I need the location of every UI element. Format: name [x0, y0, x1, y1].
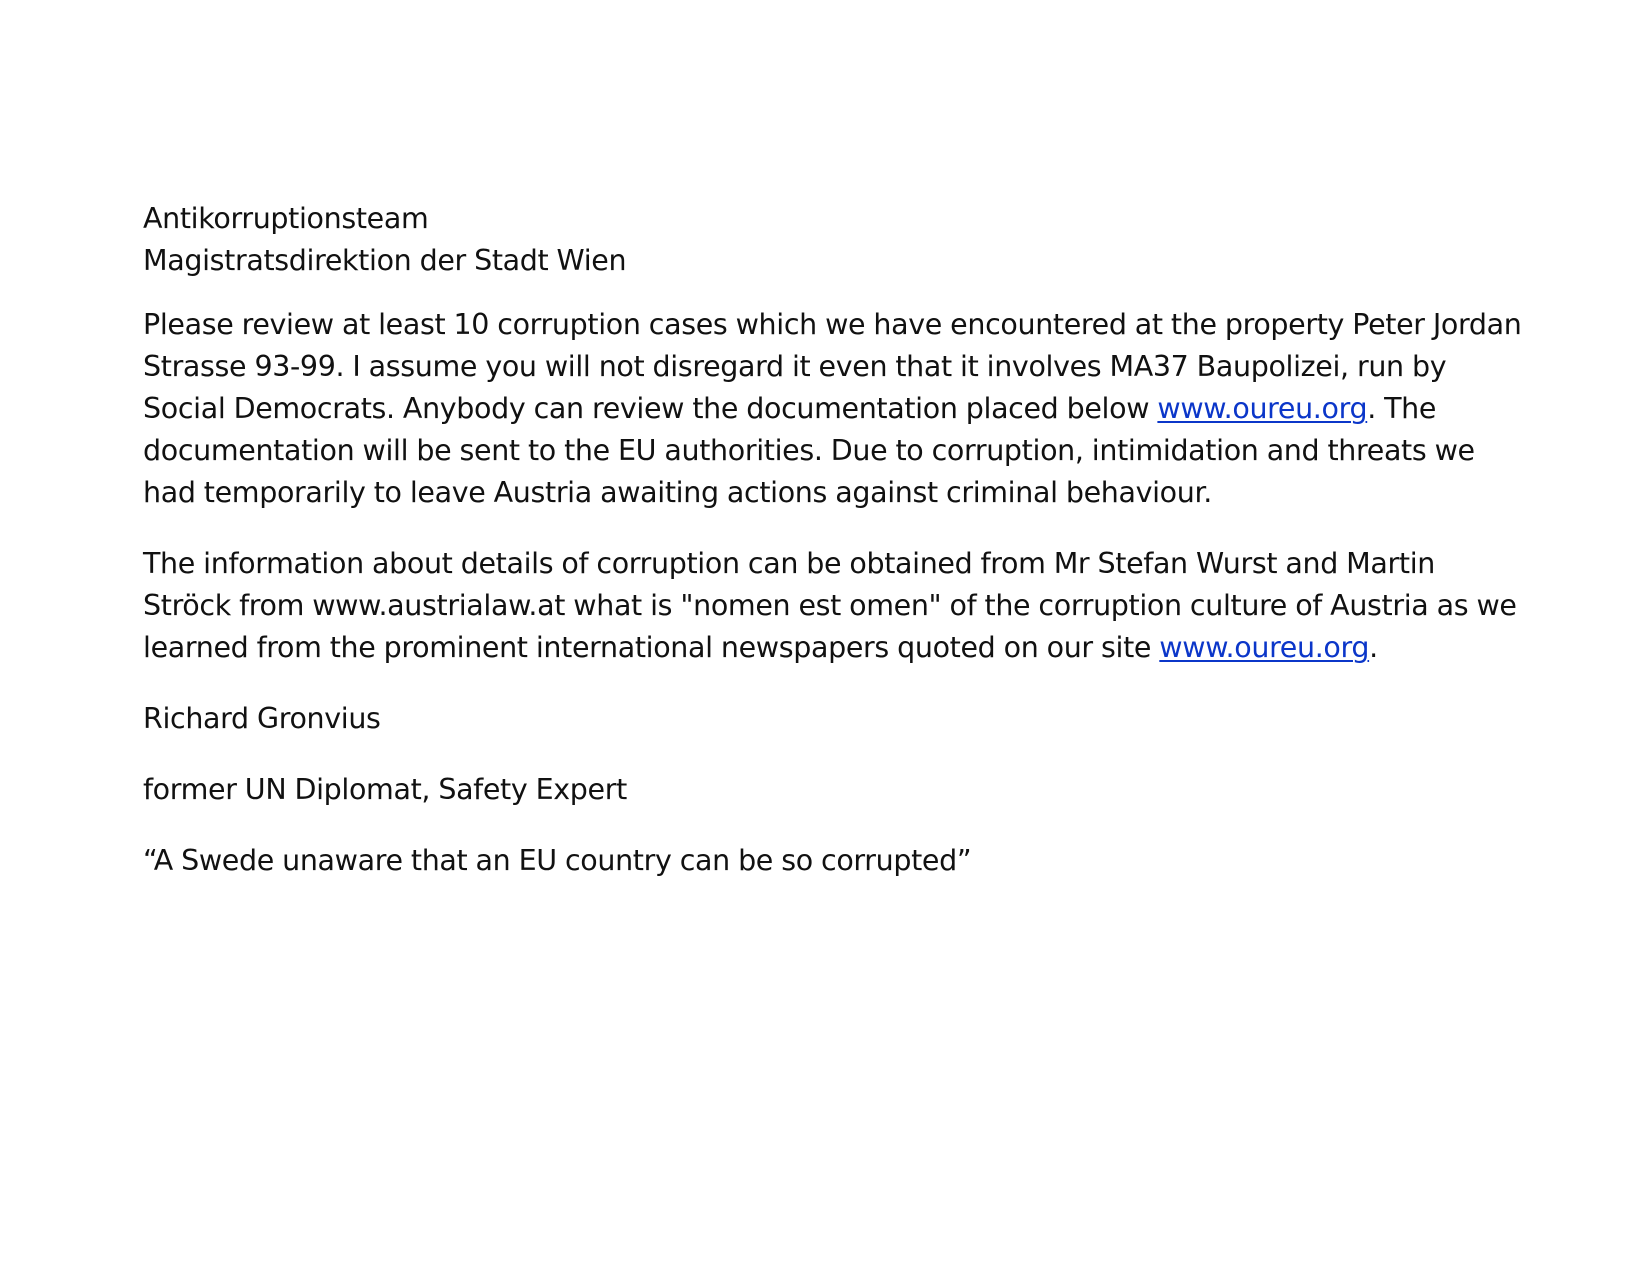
paragraph-information — [143, 543, 1523, 669]
paragraph-1-text-b: . The documentation will be sent to the EU authorities. Due to corruption, intimidation and threats we had temporarily to leave Austria awaiting actions against criminal behaviour. — [143, 392, 1475, 509]
oureu-link-1[interactable]: www.oureu.org — [1157, 392, 1368, 425]
signature-quote: “A Swede unaware that an EU country can be so corrupted” — [143, 844, 972, 877]
recipient-line-1: Antikorruptionsteam — [143, 202, 429, 235]
paragraph-1-text-a: Please review at least 10 corruption cases which we have encountered at the property Peter Jordan Strasse 93-99. I assume you will not disregard it even that it involves MA37 Baupolizei, run by Social Democrats. Anybody can review the documentation placed below — [143, 308, 1522, 425]
recipient-address — [143, 198, 1523, 282]
paragraph-2-text-b: . — [1369, 631, 1378, 664]
recipient-line-2: Magistratsdirektion der Stadt Wien — [143, 244, 627, 277]
signature-title: former UN Diplomat, Safety Expert — [143, 773, 627, 806]
letter-body — [143, 198, 1523, 911]
signature-name: Richard Gronvius — [143, 702, 381, 735]
paragraph-review-request — [143, 304, 1523, 514]
paragraph-2-text-a: The information about details of corruption can be obtained from Mr Stefan Wurst and Martin Ströck from www.austrialaw.at what is "nomen est omen" of the corruption culture of Austria as we learned from the prominent international newspapers quoted on our site — [143, 547, 1517, 664]
oureu-link-2[interactable]: www.oureu.org — [1159, 631, 1370, 664]
